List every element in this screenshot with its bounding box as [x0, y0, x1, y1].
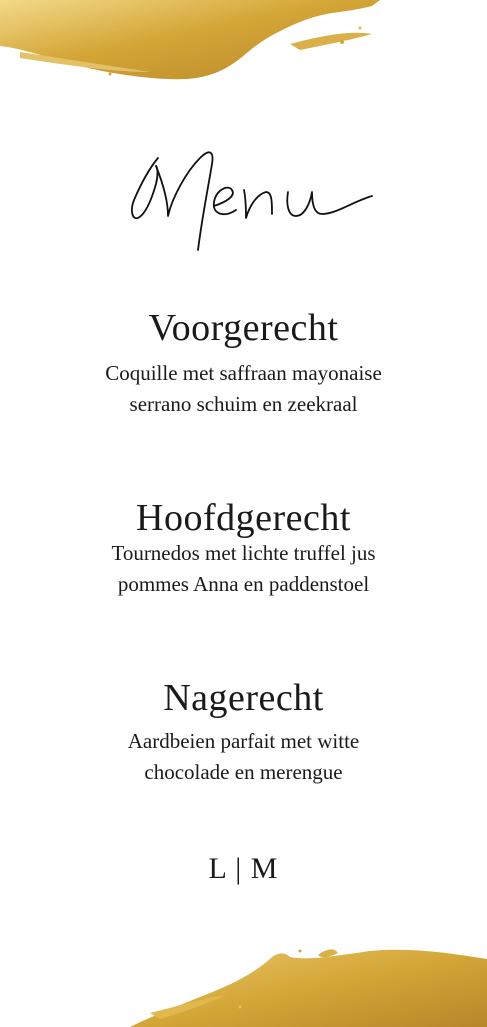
- course-starter: [0, 306, 487, 420]
- course-description: Coquille met saffraan mayonaise: [105, 361, 382, 385]
- course-description: chocolade en merengue: [144, 760, 343, 784]
- course-title: Hoofdgerecht: [136, 497, 351, 539]
- course-description: Tournedos met lichte truffel jus: [111, 541, 376, 565]
- course-main: [0, 496, 487, 600]
- course-title: Voorgerecht: [148, 307, 339, 349]
- course-description: serrano schuim en zeekraal: [129, 392, 358, 416]
- menu-title-script: [0, 140, 487, 260]
- gold-brush-bottom: [0, 947, 487, 1027]
- gold-brush-top: [0, 0, 487, 90]
- course-dessert: [0, 676, 487, 788]
- course-title: Nagerecht: [163, 677, 324, 719]
- course-description: Aardbeien parfait met witte: [127, 729, 360, 753]
- monogram: L | M: [208, 852, 279, 885]
- course-description: pommes Anna en paddenstoel: [117, 572, 370, 596]
